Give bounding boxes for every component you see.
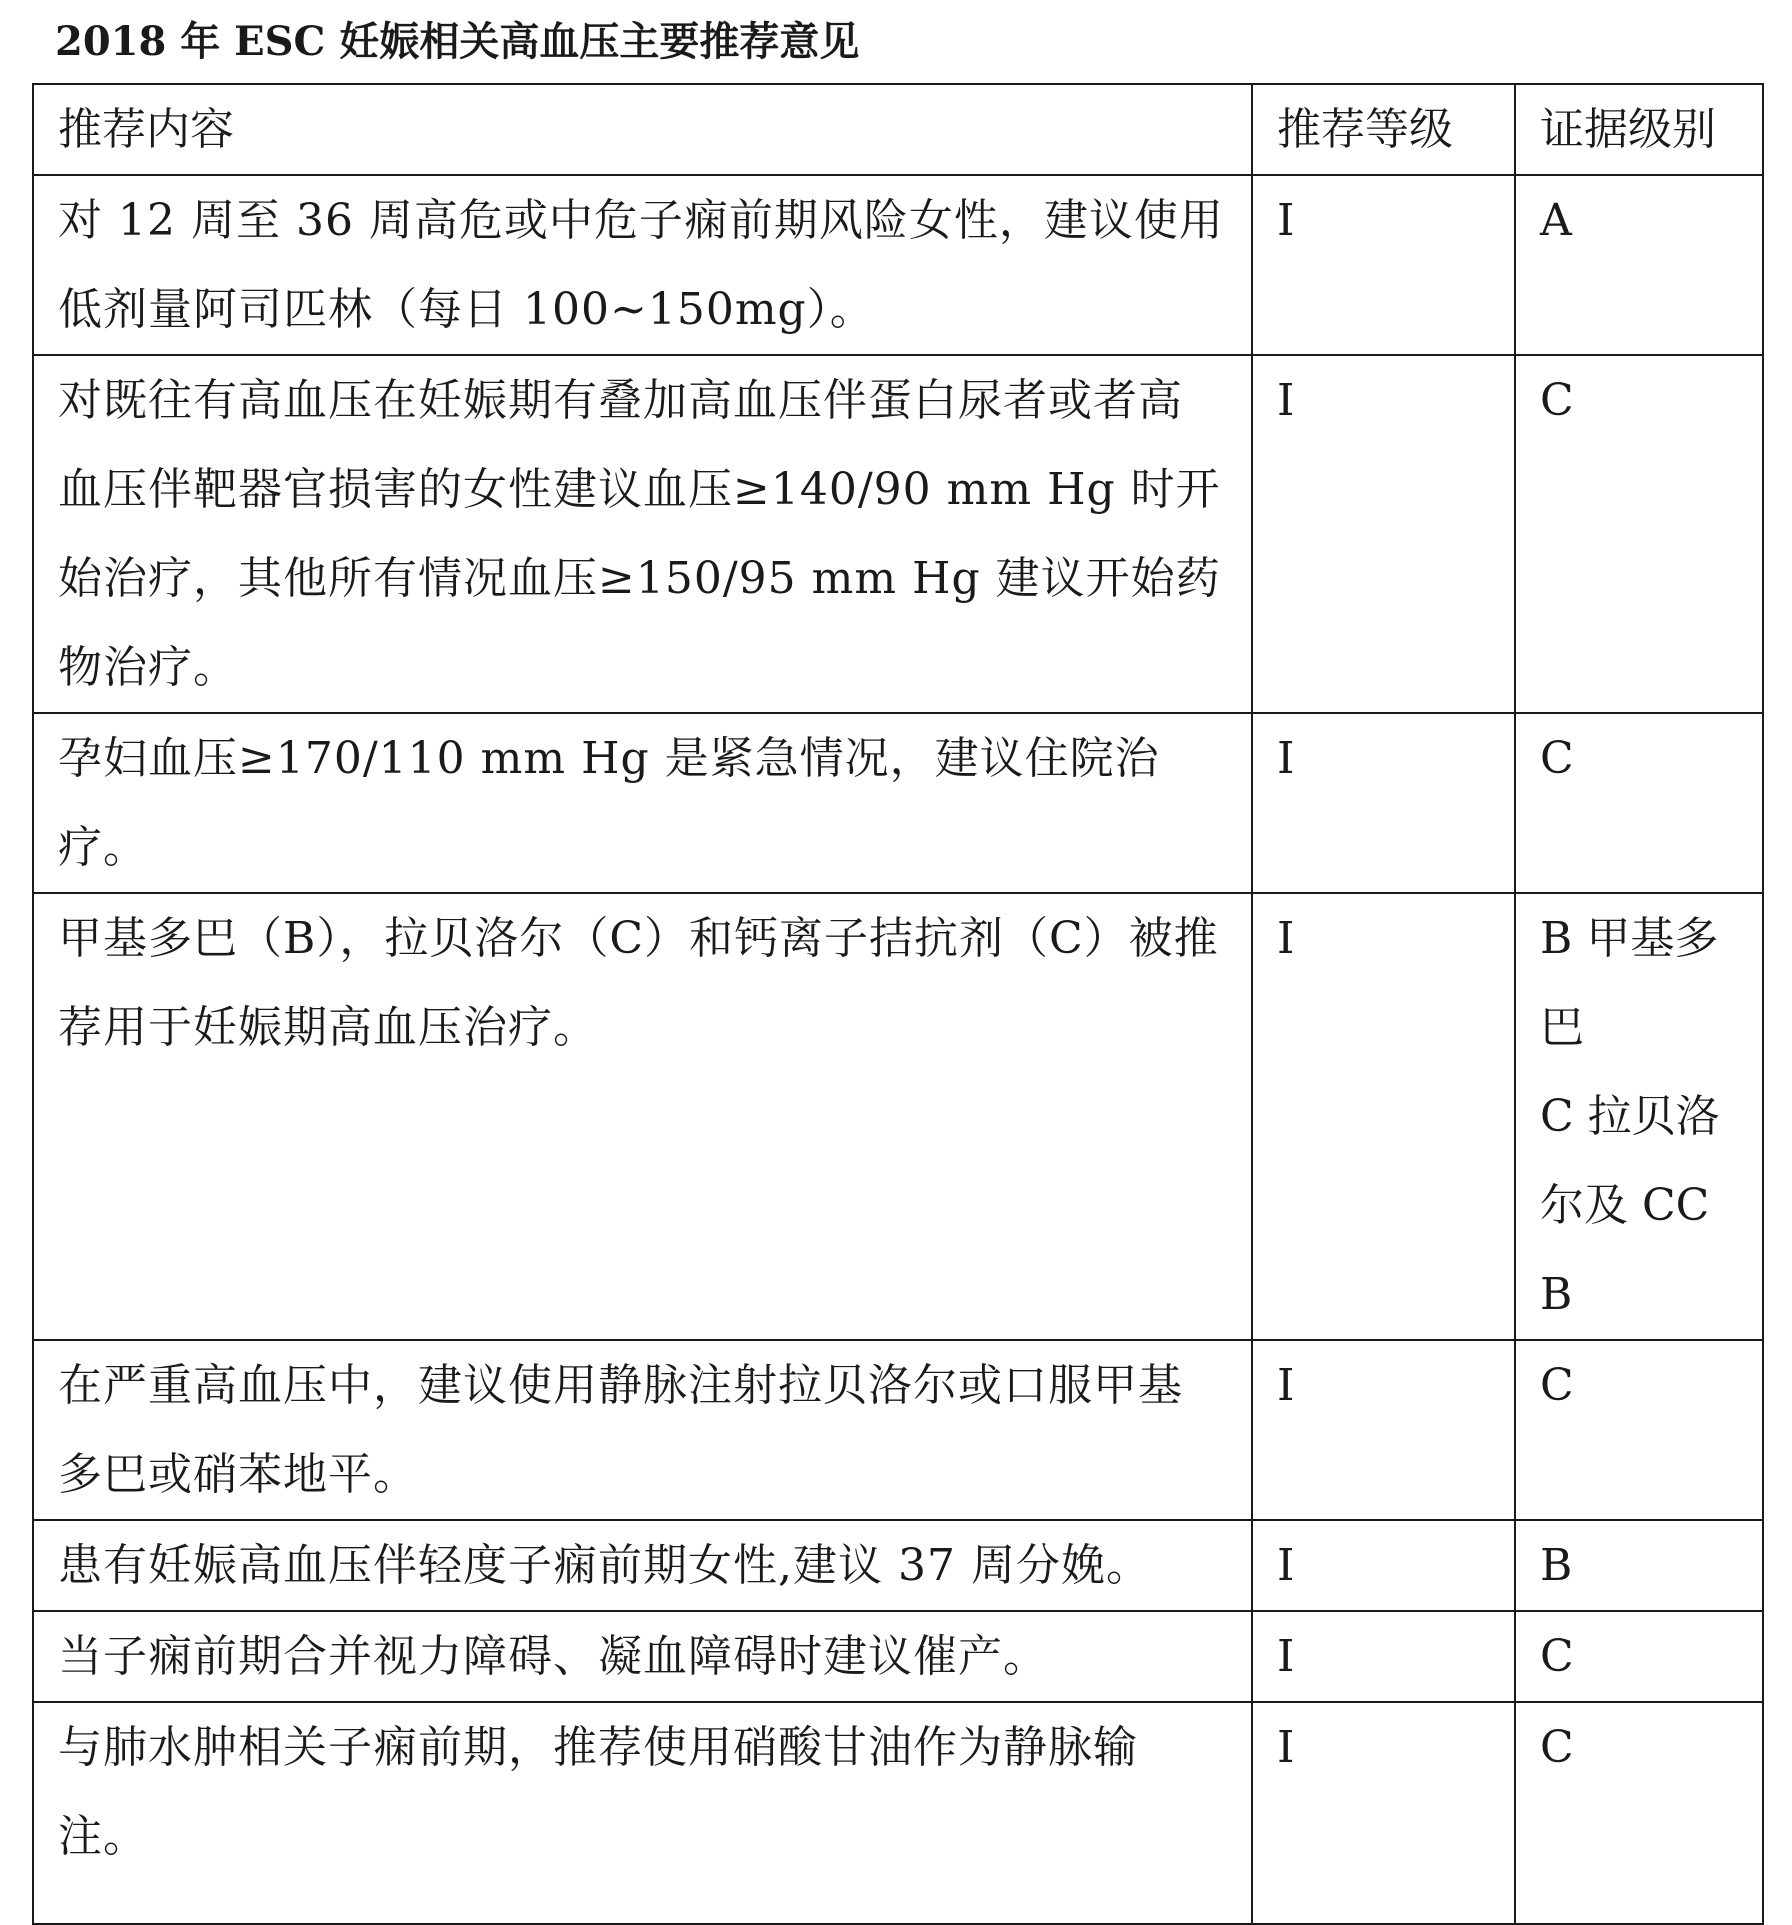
table-header-row: [33, 84, 1763, 175]
recommendation-content: 甲基多巴（B），拉贝洛尔（C）和钙离子拮抗剂（C）被推荐用于妊娠期高血压治疗。: [33, 893, 1252, 1340]
table-row: [33, 893, 1763, 1340]
table-row: [33, 1340, 1763, 1520]
recommendation-grade: I: [1252, 713, 1515, 893]
header-content: 推荐内容: [33, 84, 1252, 175]
evidence-level: C: [1515, 1340, 1763, 1520]
table-row: [33, 1520, 1763, 1611]
recommendation-content: 对 12 周至 36 周高危或中危子痫前期风险女性，建议使用低剂量阿司匹林（每日 100~150mg）。: [33, 175, 1252, 355]
recommendation-grade: I: [1252, 1611, 1515, 1702]
recommendation-grade: I: [1252, 1520, 1515, 1611]
evidence-level: C: [1515, 1702, 1763, 1924]
recommendation-grade: I: [1252, 1340, 1515, 1520]
evidence-level: A: [1515, 175, 1763, 355]
table-row: [33, 175, 1763, 355]
page-title: 2018 年 ESC 妊娠相关高血压主要推荐意见: [55, 18, 860, 65]
recommendation-grade: I: [1252, 355, 1515, 713]
header-grade: 推荐等级: [1252, 84, 1515, 175]
evidence-level: B: [1515, 1520, 1763, 1611]
recommendation-grade: I: [1252, 1702, 1515, 1924]
recommendation-content: 在严重高血压中，建议使用静脉注射拉贝洛尔或口服甲基多巴或硝苯地平。: [33, 1340, 1252, 1520]
table-row: [33, 1611, 1763, 1702]
recommendation-grade: I: [1252, 175, 1515, 355]
header-evidence: 证据级别: [1515, 84, 1763, 175]
evidence-level: C: [1515, 355, 1763, 713]
recommendation-content: 与肺水肿相关子痫前期，推荐使用硝酸甘油作为静脉输注。: [33, 1702, 1252, 1924]
table-row: [33, 1702, 1763, 1924]
evidence-level: C: [1515, 1611, 1763, 1702]
evidence-level: B 甲基多巴 C 拉贝洛尔及 CCB: [1515, 893, 1763, 1340]
table-row: [33, 713, 1763, 893]
recommendation-content: 对既往有高血压在妊娠期有叠加高血压伴蛋白尿者或者高血压伴靶器官损害的女性建议血压≥140/90 mm Hg 时开始治疗，其他所有情况血压≥150/95 mm Hg 建议开始药物治疗。: [33, 355, 1252, 713]
evidence-level: C: [1515, 713, 1763, 893]
table-row: [33, 355, 1763, 713]
recommendation-content: 患有妊娠高血压伴轻度子痫前期女性,建议 37 周分娩。: [33, 1520, 1252, 1611]
recommendation-content: 当子痫前期合并视力障碍、凝血障碍时建议催产。: [33, 1611, 1252, 1702]
recommendation-content: 孕妇血压≥170/110 mm Hg 是紧急情况，建议住院治疗。: [33, 713, 1252, 893]
recommendation-table: [32, 83, 1764, 1925]
recommendation-grade: I: [1252, 893, 1515, 1340]
